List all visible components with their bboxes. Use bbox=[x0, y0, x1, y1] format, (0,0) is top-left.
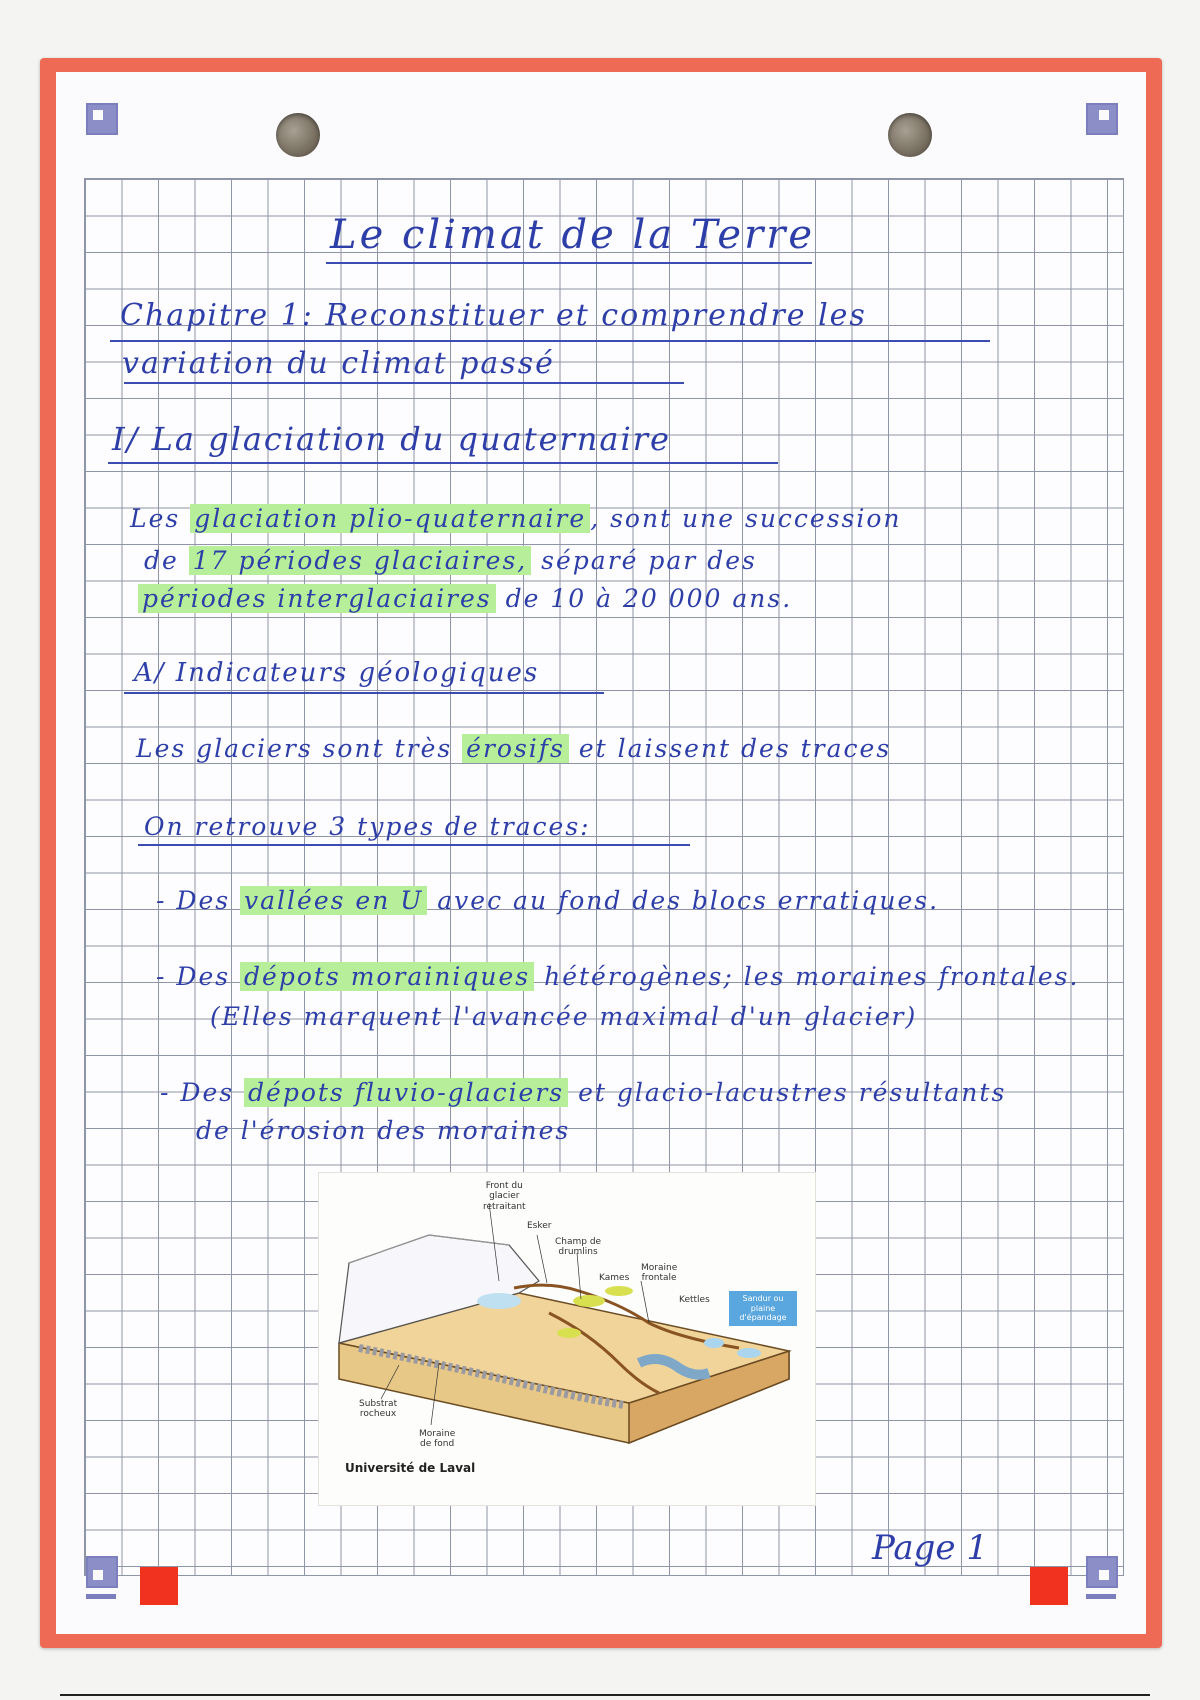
intro-line-3 bbox=[138, 584, 792, 613]
bullet-3-cont: de l'érosion des moraines bbox=[196, 1116, 571, 1145]
highlighted-term: vallées en U bbox=[240, 886, 427, 915]
page-number: Page 1 bbox=[872, 1528, 988, 1568]
highlighted-term: périodes interglaciaires bbox=[138, 584, 496, 613]
text-fragment: Les glaciers sont très bbox=[136, 734, 453, 763]
label-esker: Esker bbox=[527, 1221, 552, 1231]
highlighted-term: glaciation plio-quaternaire bbox=[190, 504, 590, 533]
section-heading: I/ La glaciation du quaternaire bbox=[112, 420, 671, 458]
text-fragment: , sont une succession bbox=[590, 504, 902, 533]
red-marker bbox=[140, 1567, 178, 1605]
glaciers-line bbox=[136, 734, 891, 763]
label-substrat: Substrat rocheux bbox=[359, 1399, 398, 1420]
text-fragment: de 10 à 20 000 ans. bbox=[495, 584, 793, 613]
highlighted-term: dépots morainiques bbox=[240, 962, 534, 991]
corner-mark-icon bbox=[1086, 1556, 1118, 1588]
corner-mark-icon bbox=[86, 1556, 118, 1588]
label-moraine-frontale: Moraine frontale bbox=[641, 1263, 678, 1284]
text-fragment: avec au fond des blocs erratiques. bbox=[427, 886, 940, 915]
glacier-landform-diagram bbox=[318, 1172, 816, 1506]
glacier-block-illustration bbox=[319, 1173, 815, 1505]
text-fragment: séparé par des bbox=[531, 546, 757, 575]
callout-sandur: Sandur ou plaine d'épandage bbox=[729, 1291, 797, 1326]
label-drumlins: Champ de drumlins bbox=[555, 1237, 602, 1258]
label-moraine-fond: Moraine de fond bbox=[419, 1429, 456, 1450]
highlighted-term: érosifs bbox=[462, 734, 569, 763]
text-fragment: hétérogènes; les moraines frontales. bbox=[534, 962, 1080, 991]
chapter-heading-line1: Chapitre 1: Reconstituer et comprendre les bbox=[120, 298, 867, 333]
bullet-1 bbox=[156, 886, 939, 915]
corner-bar bbox=[86, 1594, 116, 1599]
section-underline bbox=[108, 462, 778, 464]
text-fragment: Les bbox=[130, 504, 181, 533]
chapter-underline bbox=[124, 382, 684, 384]
binder-hole-right bbox=[888, 113, 932, 157]
text-fragment: et laissent des traces bbox=[568, 734, 892, 763]
chapter-underline bbox=[110, 340, 990, 342]
binder-hole-left bbox=[276, 113, 320, 157]
red-marker bbox=[1030, 1567, 1068, 1605]
corner-mark-icon bbox=[1086, 103, 1118, 135]
text-fragment: - Des bbox=[156, 886, 231, 915]
corner-mark-icon bbox=[86, 103, 118, 135]
subsection-heading: A/ Indicateurs géologiques bbox=[134, 658, 540, 688]
bullet-2 bbox=[156, 962, 1079, 991]
figure-credit: Université de Laval bbox=[345, 1461, 476, 1475]
page-title: Le climat de la Terre bbox=[330, 212, 816, 258]
subsection-underline bbox=[124, 692, 604, 694]
text-fragment: - Des bbox=[156, 962, 231, 991]
title-underline bbox=[326, 262, 812, 264]
label-kames: Kames bbox=[599, 1273, 630, 1283]
chapter-heading-line2: variation du climat passé bbox=[122, 346, 555, 381]
types-heading: On retrouve 3 types de traces: bbox=[144, 812, 591, 841]
bullet-2-note: (Elles marquent l'avancée maximal d'un glacier) bbox=[210, 1002, 918, 1031]
types-underline bbox=[138, 844, 690, 846]
text-fragment: de bbox=[144, 546, 179, 575]
intro-line-1 bbox=[130, 504, 902, 533]
highlighted-term: 17 périodes glaciaires, bbox=[189, 546, 531, 575]
text-fragment: - Des bbox=[160, 1078, 235, 1107]
label-kettles: Kettles bbox=[679, 1295, 710, 1305]
label-glacier-front: Front du glacier retraitant bbox=[483, 1181, 526, 1212]
bottom-rule bbox=[60, 1694, 1150, 1696]
text-fragment: et glacio-lacustres résultants bbox=[568, 1078, 1007, 1107]
bullet-3 bbox=[160, 1078, 1006, 1107]
corner-bar bbox=[1086, 1594, 1116, 1599]
intro-line-2 bbox=[144, 546, 757, 575]
highlighted-term: dépots fluvio-glaciers bbox=[244, 1078, 568, 1107]
